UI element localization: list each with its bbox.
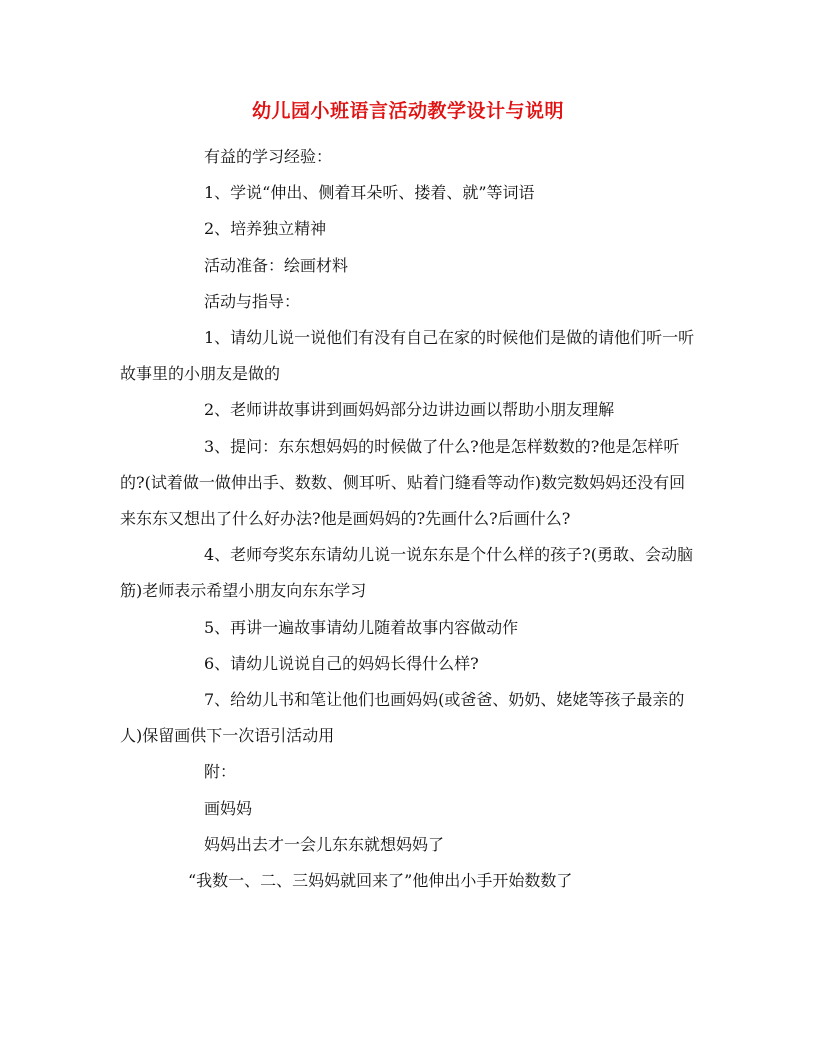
document-title: 幼儿园小班语言活动教学设计与说明 xyxy=(251,100,564,122)
paragraph-goal-1: 1、学说“伸出、侧着耳朵听、搂着、就”等词语 xyxy=(204,183,535,203)
paragraph-step-3: 3、提问：东东想妈妈的时候做了什么?他是怎样数数的?他是怎样听的?(试着做一做伸出手、数数、侧耳听、贴着门缝看等动作)数完数妈妈还没有回来东东又想出了什么好办法?他是画妈妈的?先画什么?后画什么? xyxy=(120,436,686,529)
paragraph-goal-2: 2、培养独立精神 xyxy=(204,219,327,239)
paragraph-story-title: 画妈妈 xyxy=(204,798,253,818)
paragraph-preparation: 活动准备：绘画材料 xyxy=(204,255,349,275)
paragraph-step-6: 6、请幼儿说说自己的妈妈长得什么样? xyxy=(204,653,479,673)
paragraph-step-2: 2、老师讲故事讲到画妈妈部分边讲边画以帮助小朋友理解 xyxy=(204,400,615,420)
paragraph-appendix: 附： xyxy=(204,762,237,782)
paragraph-step-4: 4、老师夸奖东东请幼儿说一说东东是个什么样的孩子?(勇敢、会动脑筋)老师表示希望小朋友向东东学习 xyxy=(120,545,694,601)
paragraph-step-7: 7、给幼儿书和笔让他们也画妈妈(或爸爸、奶奶、姥姥等孩子最亲的人)保留画供下一次语引活动用 xyxy=(120,690,685,746)
paragraph-learning-experience: 有益的学习经验： xyxy=(204,147,333,166)
paragraph-step-5: 5、再讲一遍故事请幼儿随着故事内容做动作 xyxy=(204,617,519,637)
paragraph-guidance-heading: 活动与指导： xyxy=(204,291,301,311)
paragraph-story-line-2: “我数一、二、三妈妈就回来了”他伸出小手开始数数了 xyxy=(188,871,573,891)
document-body xyxy=(120,139,700,899)
paragraph-step-1: 1、请幼儿说一说他们有没有自己在家的时候他们是做的请他们听一听故事里的小朋友是做的 xyxy=(120,328,695,384)
paragraph-story-line-1: 妈妈出去才一会儿东东就想妈妈了 xyxy=(204,834,445,854)
